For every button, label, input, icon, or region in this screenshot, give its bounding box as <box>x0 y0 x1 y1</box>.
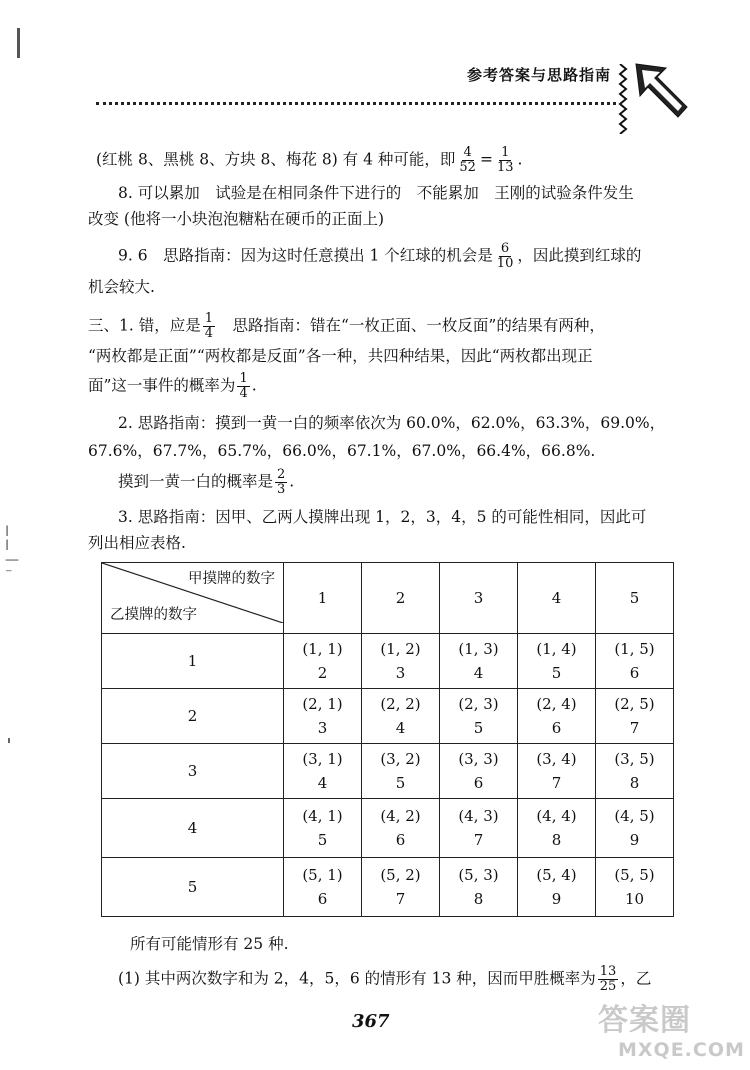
text-line: 3. 思路指南：因甲、乙两人摸牌出现 1，2，3，4，5 的可能性相同，因此可 <box>118 508 647 526</box>
text-line: 2. 思路指南：摸到一黄一白的频率依次为 60.0%，62.0%，63.3%，69.0%， <box>118 414 666 432</box>
cell-sum: 2 <box>317 664 328 682</box>
fraction: $\frac{1}{4}$ <box>204 311 213 341</box>
text-line: “两枚都是正面”“两枚都是反面”各一种，共四种结果，因此“两枚都出现正 <box>88 347 593 365</box>
diagonal-header-cell <box>102 563 284 634</box>
table-row <box>102 858 674 917</box>
table-cell <box>596 689 674 744</box>
table-cell <box>284 689 362 744</box>
cell-sum: 7 <box>395 890 406 908</box>
table-cell <box>440 799 518 858</box>
text-line: 8. 可以累加 试验是在相同条件下进行的 不能累加 王刚的试验条件发生 <box>118 184 634 202</box>
cell-sum: 4 <box>395 719 406 737</box>
cell-pair: (4, 5) <box>614 807 655 825</box>
cell-sum: 8 <box>551 831 562 849</box>
table-cell <box>362 799 440 858</box>
table-cell <box>440 858 518 917</box>
cell-pair: (3, 2) <box>380 750 421 768</box>
cell-pair: (4, 4) <box>536 807 577 825</box>
cell-sum: 8 <box>629 774 640 792</box>
table-cell <box>284 858 362 917</box>
fraction: $\frac{1}{4}$ <box>239 371 248 401</box>
table-cell <box>518 689 596 744</box>
table-cell <box>284 744 362 799</box>
column-header: 3 <box>440 563 518 634</box>
cell-pair: (1, 5) <box>614 640 655 658</box>
text-line: 9. 6 思路指南：因为这时任意摸出 1 个红球的机会是 $\frac{6}{10}$ ，因此摸到红球的 <box>118 241 642 271</box>
fraction: $\frac{2}{3}$ <box>277 467 286 497</box>
column-header: 5 <box>596 563 674 634</box>
cell-pair: (3, 5) <box>614 750 655 768</box>
cell-sum: 6 <box>629 664 640 682</box>
cell-sum: 10 <box>624 890 645 908</box>
arrow-icon <box>632 60 690 122</box>
table-cell <box>284 799 362 858</box>
table-cell <box>362 744 440 799</box>
cell-pair: (1, 2) <box>380 640 421 658</box>
cell-pair: (3, 4) <box>536 750 577 768</box>
table-header-row <box>102 563 674 634</box>
cell-pair: (5, 3) <box>458 866 499 884</box>
cell-pair: (2, 3) <box>458 695 499 713</box>
cell-sum: 6 <box>473 774 484 792</box>
text-line: 列出相应表格. <box>88 534 186 552</box>
table-cell <box>596 858 674 917</box>
column-header: 4 <box>518 563 596 634</box>
cell-sum: 8 <box>473 890 484 908</box>
watermark-url: MXQE.COM <box>618 1039 745 1061</box>
cell-pair: (5, 5) <box>614 866 655 884</box>
text-line: 摸到一黄一白的概率是 $\frac{2}{3}$ . <box>118 467 295 497</box>
table-cell <box>362 858 440 917</box>
cell-pair: (5, 1) <box>302 866 343 884</box>
cell-sum: 5 <box>473 719 484 737</box>
fraction: $\frac{6}{10}$ <box>496 241 514 271</box>
table-cell <box>284 634 362 689</box>
cell-sum: 4 <box>317 774 328 792</box>
margin-marks: ǀ ǀ — ⁻ <box>5 524 19 582</box>
header-dotted-rule <box>96 102 616 105</box>
cell-pair: (5, 2) <box>380 866 421 884</box>
cell-sum: 6 <box>317 890 328 908</box>
table-row <box>102 744 674 799</box>
table-cell <box>518 799 596 858</box>
text-line: (红桃 8、黑桃 8、方块 8、梅花 8) 有 4 种可能，即 $\frac{4}{52}$ = $\frac{1}{13}$ . <box>96 145 523 175</box>
text-line: 所有可能情形有 25 种. <box>130 935 289 953</box>
table-cell <box>596 799 674 858</box>
cell-sum: 3 <box>395 664 406 682</box>
watermark-logo: 答案圈 <box>598 1003 691 1038</box>
outcome-table <box>101 562 674 917</box>
cell-sum: 5 <box>395 774 406 792</box>
cell-pair: (2, 1) <box>302 695 343 713</box>
table-cell <box>518 634 596 689</box>
page-number: 367 <box>352 1011 390 1032</box>
text-line: 三、1. 错，应是 $\frac{1}{4}$ 思路指南：错在“一枚正面、一枚反面”的结果有两种， <box>88 311 605 341</box>
cell-pair: (2, 5) <box>614 695 655 713</box>
table-cell <box>596 744 674 799</box>
text-line: (1) 其中两次数字和为 2，4，5，6 的情形有 13 种，因而甲胜概率为 $\frac{13}{25}$ ，乙 <box>118 964 652 994</box>
column-header: 2 <box>362 563 440 634</box>
fraction: $\frac{4}{52}$ <box>459 145 476 175</box>
cell-sum: 7 <box>629 719 640 737</box>
cell-pair: (4, 2) <box>380 807 421 825</box>
table-cell <box>440 689 518 744</box>
fraction: $\frac{1}{13}$ <box>496 145 514 175</box>
row-axis-label: 乙摸牌的数字 <box>110 607 197 623</box>
table-cell <box>440 744 518 799</box>
watermark <box>598 1003 748 1069</box>
text-line: 面”这一事件的概率为 $\frac{1}{4}$ . <box>88 371 257 401</box>
table-row <box>102 689 674 744</box>
table-cell <box>596 634 674 689</box>
cell-sum: 7 <box>551 774 562 792</box>
cell-pair: (2, 4) <box>536 695 577 713</box>
table-row <box>102 799 674 858</box>
header-title: 参考答案与思路指南 <box>467 66 612 84</box>
cell-sum: 5 <box>551 664 562 682</box>
table-cell <box>440 634 518 689</box>
cell-sum: 5 <box>317 831 328 849</box>
cell-pair: (2, 2) <box>380 695 421 713</box>
column-axis-label: 甲摸牌的数字 <box>188 571 275 587</box>
margin-tick <box>8 738 10 743</box>
text-line: 67.6%，67.7%，65.7%，66.0%，67.1%，67.0%，66.4%，66.8%. <box>88 442 596 460</box>
cell-sum: 4 <box>473 664 484 682</box>
cell-sum: 9 <box>629 831 640 849</box>
table-cell <box>362 634 440 689</box>
cell-pair: (4, 1) <box>302 807 343 825</box>
text-line: 改变 (他将一小块泡泡糖粘在硬币的正面上) <box>88 210 385 228</box>
row-header: 1 <box>102 634 284 689</box>
cell-sum: 3 <box>317 719 328 737</box>
column-header: 1 <box>284 563 362 634</box>
cell-pair: (1, 4) <box>536 640 577 658</box>
cell-sum: 6 <box>395 831 406 849</box>
cell-pair: (3, 3) <box>458 750 499 768</box>
cell-sum: 7 <box>473 831 484 849</box>
text-line: 机会较大. <box>88 278 155 296</box>
cell-sum: 9 <box>551 890 562 908</box>
table-cell <box>518 744 596 799</box>
cell-pair: (1, 1) <box>302 640 343 658</box>
zigzag-divider-icon <box>616 64 630 134</box>
row-header: 5 <box>102 858 284 917</box>
cell-pair: (5, 4) <box>536 866 577 884</box>
cell-pair: (3, 1) <box>302 750 343 768</box>
row-header: 2 <box>102 689 284 744</box>
margin-mark <box>17 28 20 58</box>
cell-pair: (1, 3) <box>458 640 499 658</box>
table-cell <box>362 689 440 744</box>
fraction: $\frac{13}{25}$ <box>599 964 617 994</box>
table-cell <box>518 858 596 917</box>
cell-pair: (4, 3) <box>458 807 499 825</box>
table-row <box>102 634 674 689</box>
row-header: 3 <box>102 744 284 799</box>
cell-sum: 6 <box>551 719 562 737</box>
row-header: 4 <box>102 799 284 858</box>
